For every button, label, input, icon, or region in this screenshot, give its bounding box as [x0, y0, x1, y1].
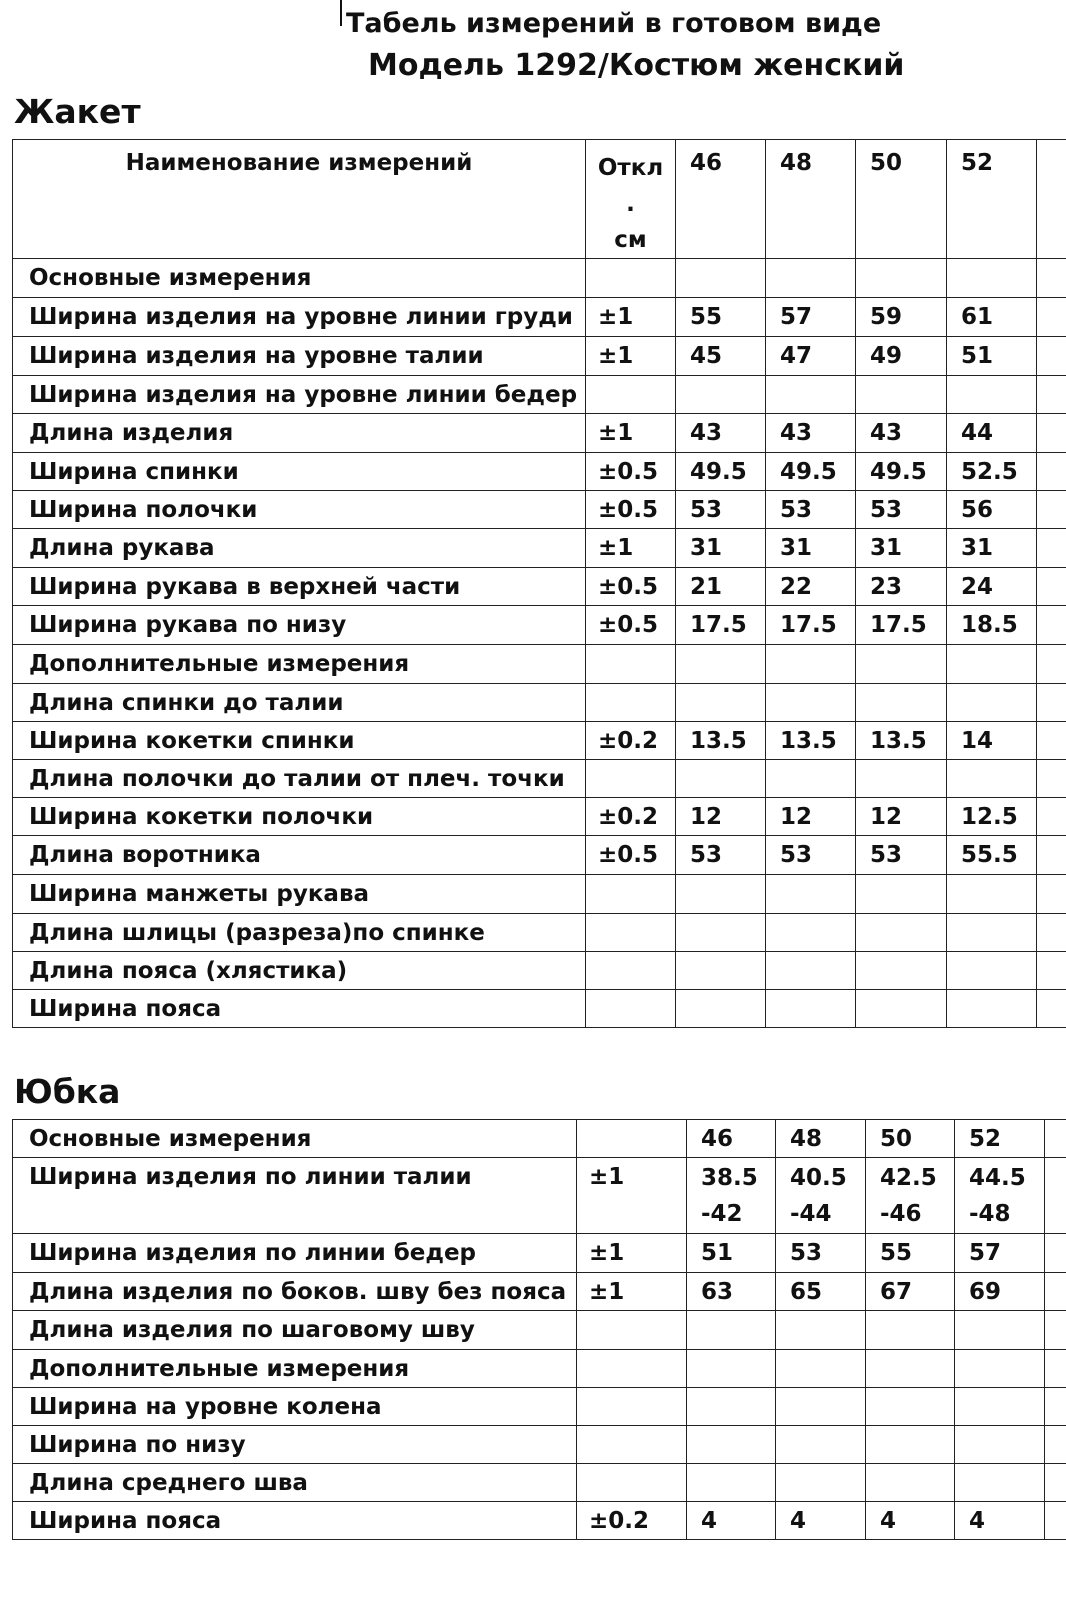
- table-row: [13, 298, 1066, 337]
- extra-column-cell: [1045, 1388, 1066, 1426]
- value-cell: 14: [947, 722, 1037, 760]
- value-cell: 17.5: [766, 606, 856, 645]
- table-row: [13, 836, 1066, 875]
- jacket-section-title: Жакет: [14, 92, 141, 131]
- table-row: [13, 1120, 1066, 1158]
- value-cell: [856, 990, 947, 1028]
- extra-column-cell: [1037, 914, 1066, 952]
- value-cell: 24: [947, 568, 1037, 606]
- value-cell: [856, 952, 947, 990]
- value-cell: 53: [856, 491, 947, 529]
- extra-column-cell: [1037, 140, 1066, 259]
- measurement-name: Основные измерения: [13, 259, 586, 298]
- value-cell: [856, 376, 947, 414]
- value-cell: [676, 875, 766, 914]
- table-row: [13, 990, 1066, 1028]
- table-row: [13, 684, 1066, 722]
- value-cell: 4: [955, 1502, 1045, 1540]
- extra-column-cell: [1045, 1350, 1066, 1388]
- value-line: -48: [969, 1200, 1011, 1227]
- extra-column-cell: [1037, 376, 1066, 414]
- skirt-table: [12, 1119, 1066, 1540]
- extra-column-cell: [1037, 990, 1066, 1028]
- value-cell: [955, 1158, 1045, 1234]
- measurement-name: Длина среднего шва: [13, 1464, 577, 1502]
- measurement-name: Ширина изделия на уровне линии бедер: [13, 376, 586, 414]
- value-cell: 31: [676, 529, 766, 568]
- value-cell: 53: [676, 491, 766, 529]
- value-cell: 21: [676, 568, 766, 606]
- measurement-name: Длина изделия по шаговому шву: [13, 1311, 577, 1350]
- jacket-table: [12, 139, 1066, 1028]
- tolerance-cell: [577, 1426, 687, 1464]
- value-cell: [676, 259, 766, 298]
- table-row: [13, 914, 1066, 952]
- extra-column-cell: [1037, 491, 1066, 529]
- tolerance-cell: [577, 1311, 687, 1350]
- value-cell: [766, 952, 856, 990]
- value-cell: [776, 1311, 866, 1350]
- value-cell: 31: [766, 529, 856, 568]
- value-cell: 43: [766, 414, 856, 453]
- tolerance-cell: [577, 1464, 687, 1502]
- measurement-name: Длина воротника: [13, 836, 586, 875]
- measurement-name: Основные измерения: [13, 1120, 577, 1158]
- extra-column-cell: [1045, 1158, 1066, 1234]
- measurement-name: Длина изделия: [13, 414, 586, 453]
- value-cell: 23: [856, 568, 947, 606]
- model-title: Модель 1292/Костюм женский: [368, 48, 905, 83]
- measurement-name: Ширина изделия по линии бедер: [13, 1234, 577, 1273]
- tolerance-cell: [586, 376, 676, 414]
- measurement-name: Ширина кокетки спинки: [13, 722, 586, 760]
- measurement-name: Ширина изделия на уровне талии: [13, 337, 586, 376]
- value-cell: [676, 645, 766, 684]
- measurement-name: Длина пояса (хлястика): [13, 952, 586, 990]
- table-row: [13, 568, 1066, 606]
- value-cell: 12: [676, 798, 766, 836]
- tolerance-cell: [577, 1350, 687, 1388]
- value-line: 44.5: [969, 1164, 1026, 1191]
- tolerance-cell: ±0.5: [586, 606, 676, 645]
- tolerance-cell: [586, 259, 676, 298]
- value-cell: 17.5: [676, 606, 766, 645]
- tolerance-cell: [586, 760, 676, 798]
- measurement-name: Ширина полочки: [13, 491, 586, 529]
- value-cell: [766, 645, 856, 684]
- value-cell: [955, 1388, 1045, 1426]
- table-row: [13, 491, 1066, 529]
- value-cell: 49.5: [856, 453, 947, 491]
- value-cell: [766, 760, 856, 798]
- value-cell: [776, 1464, 866, 1502]
- value-cell: 22: [766, 568, 856, 606]
- value-cell: 53: [676, 836, 766, 875]
- tolerance-cell: [586, 914, 676, 952]
- value-cell: 31: [856, 529, 947, 568]
- value-cell: 59: [856, 298, 947, 337]
- value-cell: 55.5: [947, 836, 1037, 875]
- table-row: [13, 722, 1066, 760]
- value-cell: [687, 1426, 776, 1464]
- tolerance-cell: ±1: [577, 1158, 687, 1234]
- tolerance-cell: [586, 952, 676, 990]
- column-header-tolerance: [586, 140, 676, 259]
- value-line: 38.5: [701, 1164, 758, 1191]
- table-row: [13, 529, 1066, 568]
- value-cell: 43: [676, 414, 766, 453]
- table-row: [13, 376, 1066, 414]
- extra-column-cell: [1037, 529, 1066, 568]
- extra-column-cell: [1037, 798, 1066, 836]
- value-cell: 53: [856, 836, 947, 875]
- measurement-name: Длина спинки до талии: [13, 684, 586, 722]
- value-cell: [856, 914, 947, 952]
- table-row: [13, 606, 1066, 645]
- value-cell: [866, 1350, 955, 1388]
- value-cell: [947, 914, 1037, 952]
- value-cell: 57: [766, 298, 856, 337]
- tolerance-cell: ±0.5: [586, 453, 676, 491]
- value-cell: [687, 1350, 776, 1388]
- value-cell: [955, 1311, 1045, 1350]
- extra-column-cell: [1037, 645, 1066, 684]
- measurement-name: Длина шлицы (разреза)по спинке: [13, 914, 586, 952]
- value-cell: 52: [955, 1120, 1045, 1158]
- tolerance-cell: [577, 1388, 687, 1426]
- tolerance-cell: [586, 875, 676, 914]
- value-cell: 12: [766, 798, 856, 836]
- value-line: -42: [701, 1200, 743, 1227]
- value-cell: 53: [776, 1234, 866, 1273]
- value-cell: 51: [947, 337, 1037, 376]
- measurement-name: Ширина изделия по линии талии: [13, 1158, 577, 1234]
- value-cell: [866, 1158, 955, 1234]
- measurement-name: Ширина пояса: [13, 990, 586, 1028]
- value-cell: [687, 1388, 776, 1426]
- value-cell: 56: [947, 491, 1037, 529]
- document-title-text: Табель измерений в готовом виде: [346, 8, 882, 39]
- value-cell: [947, 952, 1037, 990]
- table-row: [13, 1464, 1066, 1502]
- extra-column-cell: [1037, 722, 1066, 760]
- value-cell: [766, 684, 856, 722]
- value-cell: 43: [856, 414, 947, 453]
- tolerance-cell: ±0.2: [586, 798, 676, 836]
- value-cell: [947, 684, 1037, 722]
- extra-column-cell: [1045, 1502, 1066, 1540]
- value-cell: [687, 1464, 776, 1502]
- value-cell: [776, 1388, 866, 1426]
- value-cell: 51: [687, 1234, 776, 1273]
- measurement-name: Ширина изделия на уровне линии груди: [13, 298, 586, 337]
- measurement-name: Ширина кокетки полочки: [13, 798, 586, 836]
- value-cell: [856, 760, 947, 798]
- tolerance-cell: ±1: [586, 529, 676, 568]
- tolerance-cell: ±1: [586, 414, 676, 453]
- value-cell: [866, 1426, 955, 1464]
- value-cell: [766, 914, 856, 952]
- table-row: [13, 1234, 1066, 1273]
- value-cell: 55: [866, 1234, 955, 1273]
- table-row: [13, 875, 1066, 914]
- table-row: [13, 1158, 1066, 1234]
- extra-column-cell: [1037, 453, 1066, 491]
- value-cell: 53: [766, 836, 856, 875]
- tolerance-cell: [586, 684, 676, 722]
- measurement-name: Ширина рукава в верхней части: [13, 568, 586, 606]
- value-cell: [856, 684, 947, 722]
- value-cell: [766, 990, 856, 1028]
- measurement-name: Ширина пояса: [13, 1502, 577, 1540]
- value-cell: [856, 645, 947, 684]
- value-cell: 69: [955, 1273, 1045, 1311]
- value-cell: [776, 1426, 866, 1464]
- extra-column-cell: [1037, 414, 1066, 453]
- extra-column-cell: [1037, 259, 1066, 298]
- value-cell: [676, 760, 766, 798]
- value-cell: [676, 914, 766, 952]
- measurement-name: Ширина на уровне колена: [13, 1388, 577, 1426]
- value-cell: 4: [687, 1502, 776, 1540]
- tolerance-header-line: .: [626, 191, 635, 217]
- table-row: [13, 414, 1066, 453]
- value-cell: 50: [866, 1120, 955, 1158]
- value-cell: [947, 875, 1037, 914]
- extra-column-cell: [1037, 684, 1066, 722]
- extra-column-cell: [1037, 760, 1066, 798]
- value-cell: 17.5: [856, 606, 947, 645]
- value-cell: [766, 259, 856, 298]
- extra-column-cell: [1037, 606, 1066, 645]
- value-cell: 31: [947, 529, 1037, 568]
- table-row: [13, 798, 1066, 836]
- value-cell: [766, 376, 856, 414]
- tolerance-header-line: Откл: [597, 155, 664, 181]
- table-row: [13, 1273, 1066, 1311]
- value-cell: [866, 1388, 955, 1426]
- table-row: [13, 1350, 1066, 1388]
- extra-column-cell: [1037, 836, 1066, 875]
- tolerance-cell: ±1: [586, 337, 676, 376]
- value-cell: 57: [955, 1234, 1045, 1273]
- extra-column-cell: [1045, 1120, 1066, 1158]
- value-line: -46: [880, 1200, 922, 1227]
- value-cell: 12: [856, 798, 947, 836]
- measurement-name: Ширина по низу: [13, 1426, 577, 1464]
- value-cell: 13.5: [856, 722, 947, 760]
- measurement-name: Дополнительные измерения: [13, 645, 586, 684]
- value-cell: 47: [766, 337, 856, 376]
- extra-column-cell: [1045, 1464, 1066, 1502]
- value-cell: [947, 990, 1037, 1028]
- measurement-name: Дополнительные измерения: [13, 1350, 577, 1388]
- value-cell: [955, 1426, 1045, 1464]
- value-cell: 49.5: [676, 453, 766, 491]
- value-cell: [856, 875, 947, 914]
- extra-column-cell: [1045, 1234, 1066, 1273]
- tolerance-cell: ±0.5: [586, 491, 676, 529]
- value-cell: 44: [947, 414, 1037, 453]
- value-cell: [676, 376, 766, 414]
- column-header-size-48: 48: [766, 140, 856, 259]
- value-cell: [676, 952, 766, 990]
- measurement-name: Длина изделия по боков. шву без пояса: [13, 1273, 577, 1311]
- column-header-size-50: 50: [856, 140, 947, 259]
- extra-column-cell: [1037, 875, 1066, 914]
- tolerance-cell: [577, 1120, 687, 1158]
- value-cell: [947, 376, 1037, 414]
- value-cell: 4: [866, 1502, 955, 1540]
- value-cell: 55: [676, 298, 766, 337]
- column-header-size-46: 46: [676, 140, 766, 259]
- extra-column-cell: [1037, 952, 1066, 990]
- value-cell: 12.5: [947, 798, 1037, 836]
- tolerance-cell: ±0.2: [586, 722, 676, 760]
- measurement-name: Ширина манжеты рукава: [13, 875, 586, 914]
- table-row: [13, 1311, 1066, 1350]
- title-cut-marker: [340, 0, 342, 26]
- header-row: [13, 140, 1066, 259]
- value-cell: 46: [687, 1120, 776, 1158]
- value-cell: [776, 1350, 866, 1388]
- extra-column-cell: [1045, 1426, 1066, 1464]
- column-header-name: Наименование измерений: [13, 140, 586, 259]
- value-cell: 67: [866, 1273, 955, 1311]
- table-row: [13, 259, 1066, 298]
- value-cell: 65: [776, 1273, 866, 1311]
- value-cell: [955, 1464, 1045, 1502]
- measurement-name: Длина рукава: [13, 529, 586, 568]
- table-row: [13, 760, 1066, 798]
- tolerance-cell: [586, 645, 676, 684]
- tolerance-cell: ±0.5: [586, 836, 676, 875]
- value-cell: [866, 1464, 955, 1502]
- value-cell: 63: [687, 1273, 776, 1311]
- table-row: [13, 952, 1066, 990]
- value-cell: [766, 875, 856, 914]
- measurement-name: Ширина рукава по низу: [13, 606, 586, 645]
- measurement-name: Длина полочки до талии от плеч. точки: [13, 760, 586, 798]
- tolerance-cell: [586, 990, 676, 1028]
- value-cell: [676, 990, 766, 1028]
- value-cell: [776, 1158, 866, 1234]
- value-cell: [955, 1350, 1045, 1388]
- value-cell: 45: [676, 337, 766, 376]
- measurement-name: Ширина спинки: [13, 453, 586, 491]
- document-title: [340, 0, 920, 42]
- value-cell: [687, 1311, 776, 1350]
- value-cell: 49.5: [766, 453, 856, 491]
- value-cell: 52.5: [947, 453, 1037, 491]
- extra-column-cell: [1045, 1311, 1066, 1350]
- value-line: 42.5: [880, 1164, 937, 1191]
- value-cell: 53: [766, 491, 856, 529]
- tolerance-cell: ±0.2: [577, 1502, 687, 1540]
- tolerance-cell: ±1: [586, 298, 676, 337]
- value-cell: [866, 1311, 955, 1350]
- tolerance-cell: ±0.5: [586, 568, 676, 606]
- table-row: [13, 1388, 1066, 1426]
- table-row: [13, 453, 1066, 491]
- extra-column-cell: [1045, 1273, 1066, 1311]
- extra-column-cell: [1037, 298, 1066, 337]
- skirt-section-title: Юбка: [14, 1072, 121, 1111]
- value-cell: [947, 760, 1037, 798]
- value-cell: [856, 259, 947, 298]
- table-row: [13, 1426, 1066, 1464]
- extra-column-cell: [1037, 568, 1066, 606]
- value-cell: 18.5: [947, 606, 1037, 645]
- value-cell: 13.5: [766, 722, 856, 760]
- tolerance-cell: ±1: [577, 1234, 687, 1273]
- column-header-size-52: 52: [947, 140, 1037, 259]
- extra-column-cell: [1037, 337, 1066, 376]
- value-cell: 13.5: [676, 722, 766, 760]
- value-cell: [947, 259, 1037, 298]
- value-cell: 61: [947, 298, 1037, 337]
- value-cell: 48: [776, 1120, 866, 1158]
- value-line: 40.5: [790, 1164, 847, 1191]
- tolerance-header-line: см: [614, 227, 647, 253]
- value-cell: 49: [856, 337, 947, 376]
- table-row: [13, 1502, 1066, 1540]
- value-cell: [687, 1158, 776, 1234]
- table-row: [13, 645, 1066, 684]
- value-line: -44: [790, 1200, 832, 1227]
- value-cell: [676, 684, 766, 722]
- value-cell: 4: [776, 1502, 866, 1540]
- table-row: [13, 337, 1066, 376]
- tolerance-cell: ±1: [577, 1273, 687, 1311]
- value-cell: [947, 645, 1037, 684]
